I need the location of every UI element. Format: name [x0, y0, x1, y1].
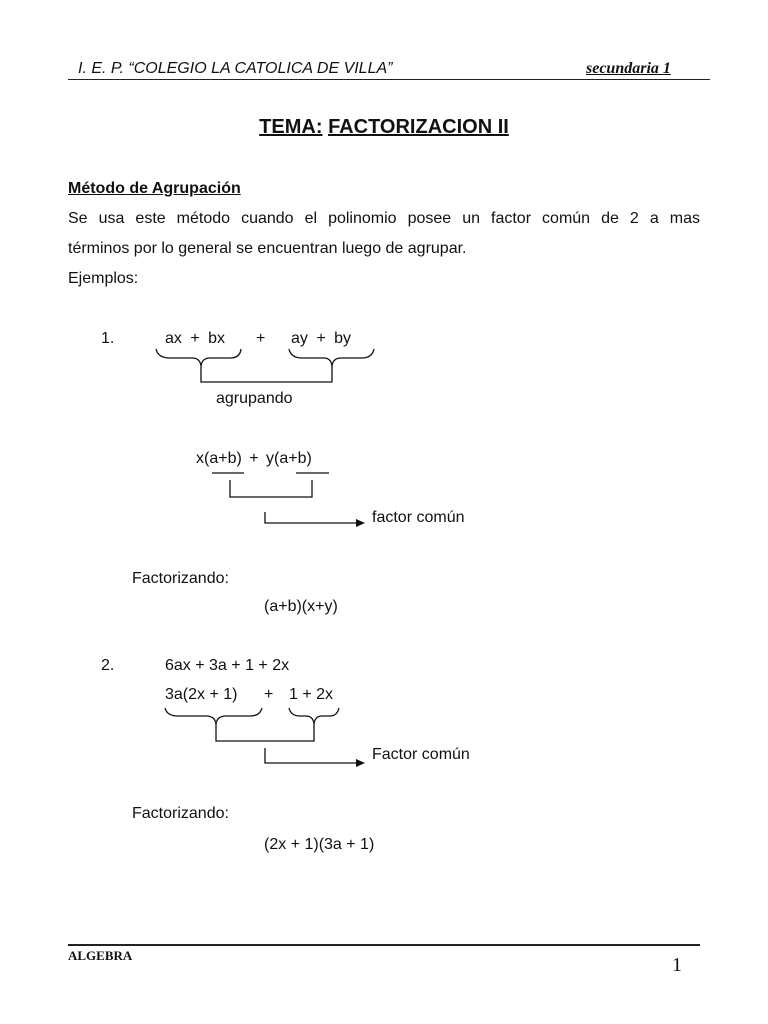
example2-step-term1: 3a(2x + 1) [165, 686, 238, 703]
example1-term2: ay + by [291, 330, 352, 347]
method-heading: Método de Agrupación [68, 180, 241, 197]
footer-rule [68, 944, 700, 946]
arrow-head-icon [356, 759, 365, 767]
example1-factorizando-label: Factorizando: [132, 570, 229, 587]
footer-subject: ALGEBRA [68, 948, 133, 963]
method-description-line2: términos por lo general se encuentran luego de agrupar. [68, 240, 467, 257]
example1-plus: + [256, 330, 266, 347]
example1-result: (a+b)(x+y) [264, 598, 338, 615]
page-number: 1 [672, 954, 682, 976]
examples-label: Ejemplos: [68, 270, 139, 287]
arrow-head-icon [356, 519, 365, 527]
brace-term2 [289, 708, 339, 724]
example1-term1: ax + bx [165, 330, 226, 347]
arrow-factor2 [265, 748, 358, 763]
example2-number: 2. [101, 657, 115, 674]
brace-group1 [156, 349, 241, 366]
example2-factorizando-label: Factorizando: [132, 805, 229, 822]
example2-plus: + [264, 686, 274, 703]
example1-number: 1. [101, 330, 115, 347]
brace-group2 [289, 349, 374, 366]
title-topic: FACTORIZACION II [328, 116, 509, 138]
example1-factor-label: factor común [372, 509, 465, 526]
example1-group-label: agrupando [216, 390, 293, 407]
example2-step-term2: 1 + 2x [289, 686, 334, 703]
bracket-factor2 [216, 724, 314, 741]
brace-term1 [165, 708, 262, 724]
bracket-agrupando [201, 366, 332, 382]
bracket-factor1 [230, 480, 312, 497]
example2-factor-label: Factor común [372, 746, 470, 763]
header-level: secundaria 1 [586, 60, 671, 77]
example2-expression: 6ax + 3a + 1 + 2x [165, 657, 290, 674]
title-label: TEMA: [259, 116, 323, 138]
method-description-line1: Se usa este método cuando el polinomio posee un factor común de 2 a mas [68, 210, 700, 227]
arrow-factor1 [265, 512, 358, 523]
example2-result: (2x + 1)(3a + 1) [264, 836, 375, 853]
example1-step2: x(a+b) + y(a+b) [196, 450, 312, 467]
header-school: I. E. P. “COLEGIO LA CATOLICA DE VILLA” [78, 60, 393, 77]
